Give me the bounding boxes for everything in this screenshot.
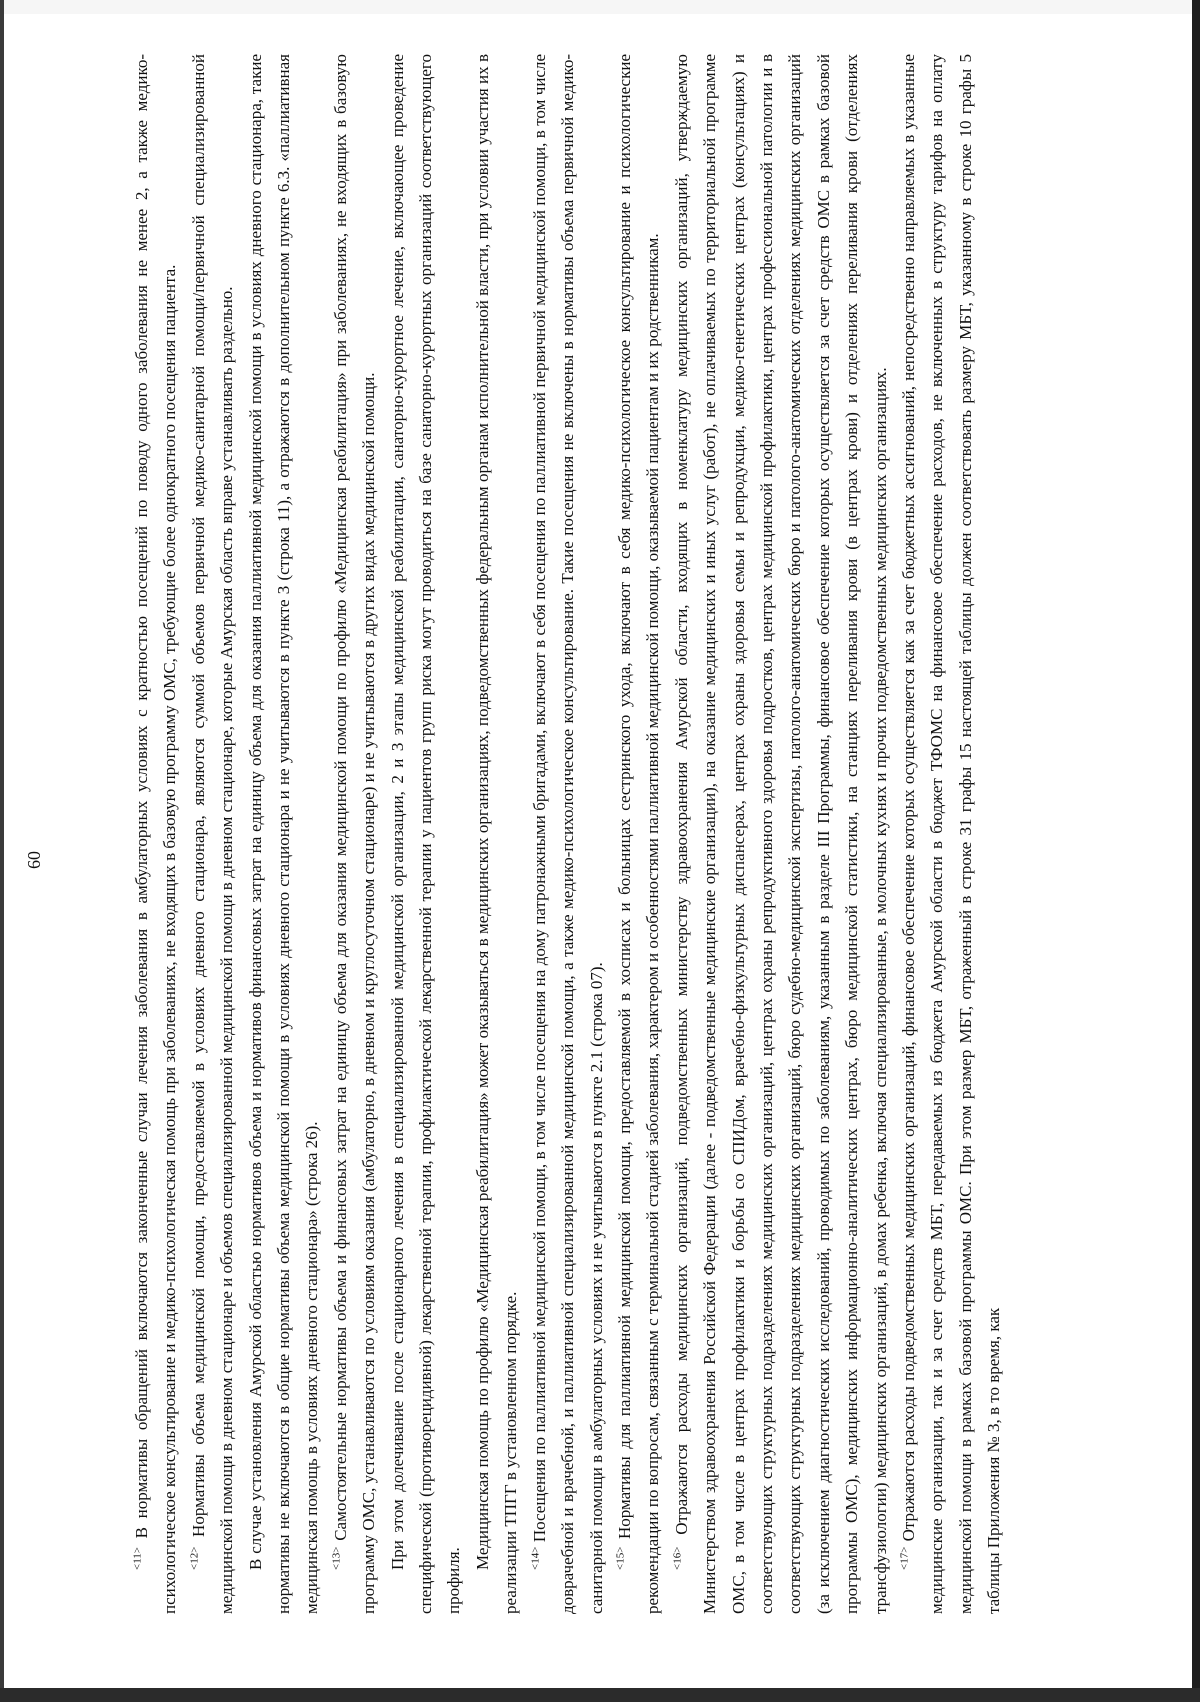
footnotes-text (128, 54, 1009, 1614)
footnote-text: Отражаются расходы подведомственных медицинских организаций, финансовое обеспечение которых осуществляется как за счет бюджетных ассигнований, непосредственно направляемых в указанные медицинские организации, так и за счет средств МБТ, передаваемых из бюджета Амурской области в бюджет ТФОМС на финансовое обеспечение расходов, не включенных в структуру тарифов на оплату медицинской помощи в рамках базовой программы ОМС. При этом размер МБТ, отраженный в строке 31 графы 15 настоящей таблицы должен соответствовать размеру МБТ, указанному в строке 10 графы 5 таблицы Приложения № 3, в то время, как (898, 54, 1004, 1614)
footnote-marker: <14> (529, 1546, 542, 1570)
footnote-marker: <12> (188, 1546, 201, 1570)
paragraph-text: Медицинская помощь по профилю «Медицинская реабилитация» может оказываться в медицинских организациях, подведомственных федеральным органам исполнительной власти, при условии участия их в реализации ТПГГ в установленном порядке. (472, 54, 521, 1614)
footnote-14 (526, 54, 611, 1614)
footnote-text: В нормативы обращений включаются законченные случаи лечения заболевания в амбулаторных условиях с кратностью посещений по поводу одного заболевания не менее 2, а также медико-психологическое консультирование и медико-психологическая помощь при заболеваниях, не входящих в базовую программу ОМС, требующие более однократного посещения пациента. (132, 54, 180, 1614)
footnote-text: Посещения по паллиативной медицинской помощи, в том числе посещения на дому патронажными бригадами, включают в себя посещения по паллиативной первичной медицинской помощи, в том числе доврачебной и врачебной, и паллиативной специализированной медицинской помощи, а также медико-психологическое консультирование. Такие посещения не включены в нормативы объема первичной медико-санитарной помощи в амбулаторных условиях и не учитываются в пункте 2.1 (строка 07). (529, 54, 606, 1614)
page-number: 60 (24, 851, 44, 869)
footnote-marker: <13> (330, 1546, 343, 1570)
footnote-text: Самостоятельные нормативы объема и финансовых затрат на единицу объема для оказания медицинской помощи по профилю «Медицинская реабилитация» при заболеваниях, не входящих в базовую программу ОМС, устанавливаются по условиям оказания (амбулаторно, в дневном и круглосуточном стационаре) и не учитываются в других видах медицинской помощи. (330, 54, 379, 1614)
document-page (10, 30, 1095, 1650)
footnote-13 (327, 54, 384, 1614)
footnote-marker: <17> (898, 1546, 911, 1570)
scan-left-edge (0, 0, 4, 1702)
footnote-13-continuation (384, 54, 469, 1614)
scan-right-edge (1192, 0, 1200, 1702)
footnote-12 (185, 54, 242, 1614)
paragraph-text: В случае установления Амурской областью нормативов объема и нормативов финансовых затрат на единицу объема для оказания паллиативной медицинской помощи в условиях дневного стационара, такие нормативы не включаются в общие нормативы объема медицинской помощи в условиях дневного стационара и не учитываются в пункте 3 (строка 11), а отражаются в дополнительном пункте 6.3. «паллиативная медицинская помощь в условиях дневного стационара» (строка 26). (245, 54, 322, 1614)
paragraph-text: При этом долечивание после стационарного лечения в специализированной медицинской организации, 2 и 3 этапы медицинской реабилитации, санаторно-курортное лечение, включающее проведение специфической (противорецидивной) лекарственной терапии, профилактической лекарственной терапии у пациентов групп риска могут проводиться на базе санаторно-курортных организаций соответствующего профиля. (387, 54, 464, 1614)
footnote-17 (895, 54, 1009, 1614)
scan-top-edge (0, 0, 1200, 14)
footnote-marker: <15> (614, 1546, 627, 1570)
footnote-15 (611, 54, 668, 1614)
footnote-text: Отражаются расходы медицинских организаций, подведомственных министерству здравоохранения Амурской области, входящих в номенклатуру медицинских организаций, утверждаемую Министерством здравоохранения Российской Федерации (далее - подведомственные медицинские организации), на оказание медицинских и иных услуг (работ), не оплачиваемых по территориальной программе ОМС, в том числе в центрах профилактики и борьбы со СПИДом, врачебно-физкультурных диспансерах, центрах охраны здоровья семьи и репродукции, медико-генетических центрах (консультациях) и соответствующих структурных подразделениях медицинских организаций, центрах охраны репродуктивного здоровья подростков, центрах медицинской профилактики, центрах профессиональной патологии и в соответствующих структурных подразделениях медицинских организаций, бюро судебно-медицинской экспертизы, патолого-анатомических бюро и патолого-анатомических отделениях медицинских организаций (за исключением диагностических исследований, проводимых по заболеваниям, указанным в разделе III Программы, финансовое обеспечение которых осуществляется за счет средств ОМС в рамках базовой программы ОМС), медицинских информационно-аналитических центрах, бюро медицинской статистики, на станциях переливания крови (в центрах крови) и отделениях переливания крови (отделениях трансфузиологии) медицинских организаций, в домах ребенка, включая специализированные, в молочных кухнях и прочих подведомственных медицинских организациях. (671, 54, 890, 1614)
footnote-text: Нормативы для паллиативной медицинской помощи, предоставляемой в хосписах и больницах сестринского ухода, включают в себя медико-психологическое консультирование и психологические рекомендации по вопросам, связанным с терминальной стадией заболевания, характером и особенностями паллиативной медицинской помощи, оказываемой пациентам и их родственникам. (614, 54, 663, 1614)
scan-bottom-edge (0, 1688, 1200, 1702)
footnote-marker: <11> (131, 1547, 144, 1570)
footnote-16 (668, 54, 895, 1614)
footnote-text: Нормативы объема медицинской помощи, предоставляемой в условиях дневного стационара, являются суммой объемов первичной медико-санитарной помощи/первичной специализированной медицинской помощи в дневном стационаре и объемов специализированной медицинской помощи в дневном стационаре, которые Амурская область вправе устанавливать раздельно. (188, 54, 237, 1614)
footnote-11 (128, 54, 185, 1614)
footnote-12-continuation (242, 54, 327, 1614)
footnote-marker: <16> (671, 1546, 684, 1570)
footnote-13-continuation-2 (469, 54, 526, 1614)
